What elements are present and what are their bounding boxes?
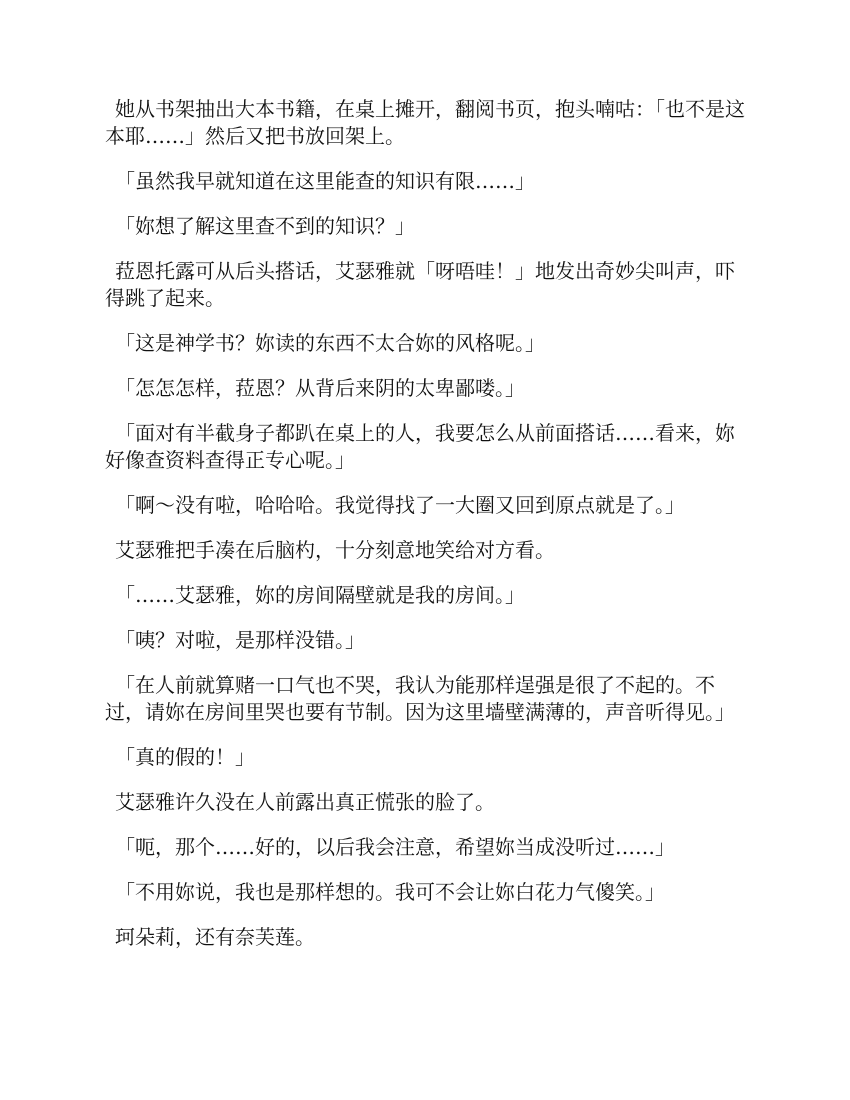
paragraph-2: 「虽然我早就知道在这里能查的知识有限……」 [115,169,535,193]
paragraph-16: 「不用妳说，我也是那样想的。我可不会让妳白花力气傻笑。」 [115,880,665,904]
paragraph-17: 珂朵莉，还有奈芙莲。 [115,925,315,949]
paragraph-12: 「在人前就算赌一口气也不哭，我认为能那样逞强是很了不起的。不过，请妳在房间里哭也要有节制。因为这里墙壁满薄的，声音听得见。」 [105,673,735,724]
paragraph-6: 「怎怎怎样，菈恩？从背后来阴的太卑鄙喽。」 [115,376,525,400]
paragraph-5: 「这是神学书？妳读的东西不太合妳的风格呢。」 [115,331,545,355]
paragraph-10: 「……艾瑟雅，妳的房间隔壁就是我的房间。」 [115,583,525,607]
paragraph-4: 菈恩托露可从后头搭话，艾瑟雅就「呀唔哇！」地发出奇妙尖叫声，吓得跳了起来。 [105,259,735,310]
paragraph-9: 艾瑟雅把手凑在后脑杓，十分刻意地笑给对方看。 [115,538,555,562]
paragraph-3: 「妳想了解这里查不到的知识？」 [115,214,415,238]
paragraph-13: 「真的假的！」 [115,745,255,769]
paragraph-15: 「呃，那个……好的，以后我会注意，希望妳当成没听过……」 [115,835,675,859]
paragraph-1: 她从书架抽出大本书籍，在桌上摊开，翻阅书页，抱头喃咕：「也不是这本耶……」然后又把书放回架上。 [105,97,745,148]
paragraph-14: 艾瑟雅许久没在人前露出真正慌张的脸了。 [115,790,495,814]
paragraph-7: 「面对有半截身子都趴在桌上的人，我要怎么从前面搭话……看来，妳好像查资料查得正专心呢。」 [105,421,735,472]
paragraph-11: 「咦？对啦，是那样没错。」 [115,628,365,652]
document-body [105,96,745,969]
paragraph-8: 「啊～没有啦，哈哈哈。我觉得找了一大圈又回到原点就是了。」 [115,493,685,517]
